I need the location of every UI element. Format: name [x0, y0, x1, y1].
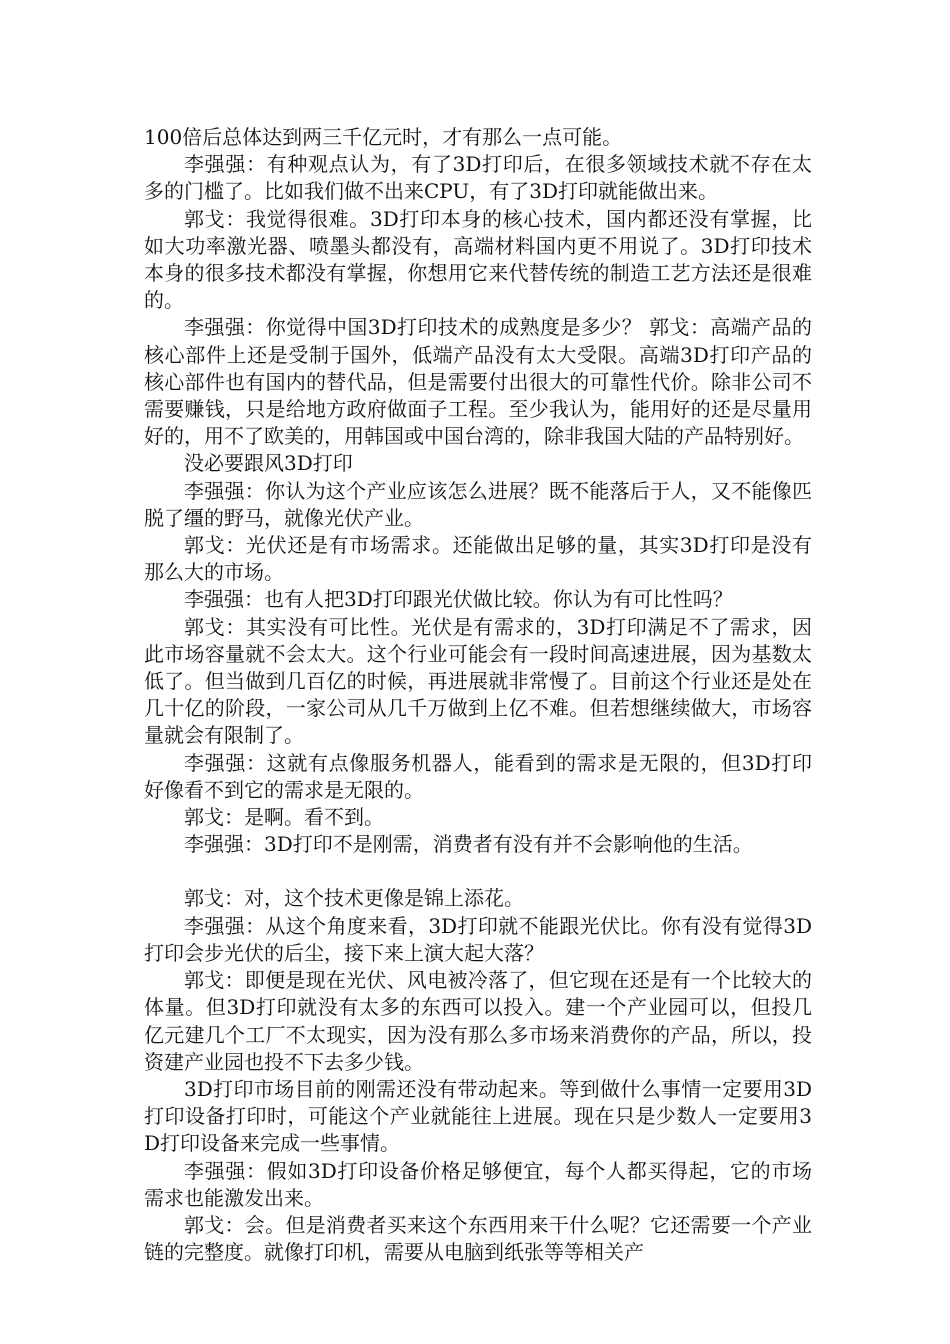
paragraph: 郭戈：光伏还是有市场需求。还能做出足够的量，其实3D打印是没有那么大的市场。 — [144, 533, 812, 585]
blank-line — [144, 858, 812, 885]
paragraph: 李强强：假如3D打印设备价格足够便宜，每个人都买得起，它的市场需求也能激发出来。 — [144, 1158, 812, 1210]
paragraph: 郭戈：我觉得很难。3D打印本身的核心技术，国内都还没有掌握，比如大功率激光器、喷墨头都没有，高端材料国内更不用说了。3D打印技术本身的很多技术都没有掌握，你想用它来代替传统的制造工艺方法还是很难的。 — [144, 206, 812, 313]
paragraph: 李强强：你觉得中国3D打印技术的成熟度是多少？ 郭戈：高端产品的核心部件上还是受制于国外，低端产品没有太大受限。高端3D打印产品的核心部件也有国内的替代品，但是需要付出很大的可靠性代价。除非公司不需要赚钱，只是给地方政府做面子工程。至少我认为，能用好的还是尽量用好的，用不了欧美的，用韩国或中国台湾的，除非我国大陆的产品特别好。 — [144, 315, 812, 449]
paragraph: 李强强：你认为这个产业应该怎么进展？既不能落后于人，又不能像匹脱了缰的野马，就像光伏产业。 — [144, 478, 812, 530]
paragraph: 3D打印市场目前的刚需还没有带动起来。等到做什么事情一定要用3D打印设备打印时，可能这个产业就能往上进展。现在只是少数人一定要用3D打印设备来完成一些事情。 — [144, 1076, 812, 1156]
document-page — [144, 124, 812, 1266]
paragraph: 李强强：从这个角度来看，3D打印就不能跟光伏比。你有没有觉得3D打印会步光伏的后尘，接下来上演大起大落？ — [144, 913, 812, 965]
paragraph-continuation: 100倍后总体达到两三千亿元时，才有那么一点可能。 — [144, 125, 623, 149]
paragraph: 郭戈：是啊。看不到。 — [184, 805, 384, 830]
paragraph: 郭戈：对，这个技术更像是锦上添花。 — [184, 886, 524, 911]
paragraph: 李强强：3D打印不是刚需，消费者有没有并不会影响他的生活。 — [184, 832, 753, 857]
paragraph: 李强强：也有人把3D打印跟光伏做比较。你认为有可比性吗？ — [184, 587, 733, 612]
paragraph: 李强强：有种观点认为，有了3D打印后，在很多领域技术就不存在太多的门槛了。比如我们做不出来CPU，有了3D打印就能做出来。 — [144, 152, 812, 204]
paragraph: 郭戈：会。但是消费者买来这个东西用来干什么呢？它还需要一个产业链的完整度。就像打印机，需要从电脑到纸张等等相关产 — [144, 1212, 812, 1265]
paragraph: 李强强：这就有点像服务机器人，能看到的需求是无限的，但3D打印好像看不到它的需求是无限的。 — [144, 750, 812, 802]
paragraph: 郭戈：即便是现在光伏、风电被冷落了，但它现在还是有一个比较大的体量。但3D打印就没有太多的东西可以投入。建一个产业园可以，但投几亿元建几个工厂不太现实，因为没有那么多市场来消费你的产品，所以，投资建产业园也投不下去多少钱。 — [144, 968, 812, 1074]
section-heading: 没必要跟风3D打印 — [184, 451, 353, 476]
paragraph: 郭戈：其实没有可比性。光伏是有需求的，3D打印满足不了需求，因此市场容量就不会太大。这个行业可能会有一段时间高速进展，因为基数太低了。但当做到几百亿的时候，再进展就非常慢了。目前这个行业还是处在几十亿的阶段，一家公司从几千万做到上亿不难。但若想继续做大，市场容量就会有限制了。 — [144, 614, 812, 748]
